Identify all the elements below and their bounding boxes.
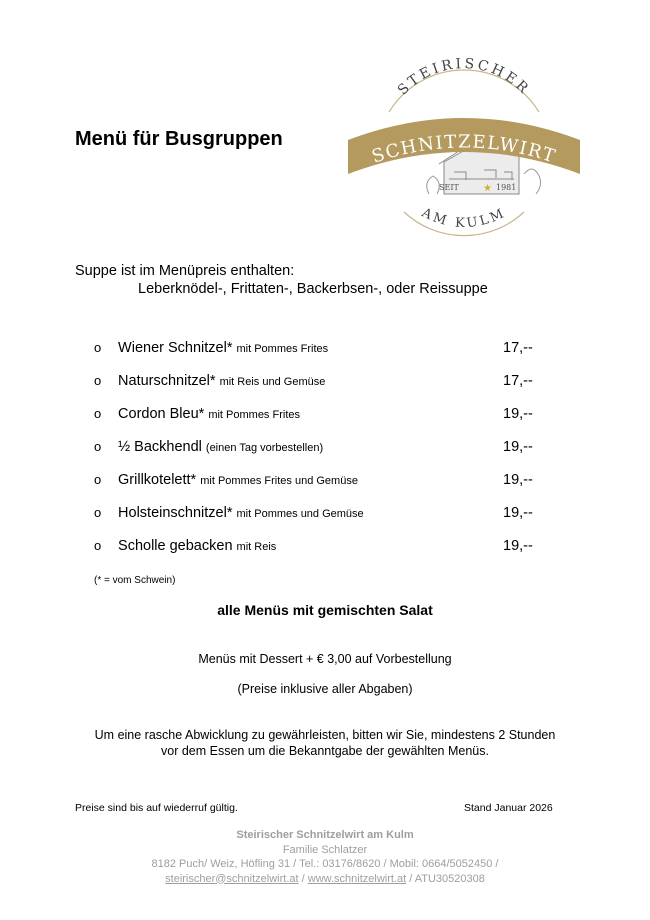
soup-options: Leberknödel-, Frittaten-, Backerbsen-, oder Reissuppe <box>138 281 488 297</box>
bullet-icon: o <box>94 340 102 355</box>
bullet-icon: o <box>94 538 102 553</box>
menu-item-desc: mit Pommes Frites <box>208 409 300 421</box>
bullet-icon: o <box>94 406 102 421</box>
website-link[interactable]: www.schnitzelwirt.at <box>307 872 407 885</box>
logo-since-text: SEIT <box>439 183 459 192</box>
logo-bottom-text: AM KULM <box>419 205 509 232</box>
menu-item-desc: mit Pommes Frites <box>236 343 329 355</box>
logo-year-text: 1981 <box>496 183 517 192</box>
star-icon: ★ <box>483 183 492 194</box>
logo-banner-text: SCHNITZELWIRT <box>369 131 559 168</box>
menu-item-price: 19,-- <box>503 538 533 554</box>
bullet-icon: o <box>94 439 102 454</box>
footer-separator: / <box>406 872 415 885</box>
menu-item-name: Cordon Bleu* <box>118 406 205 422</box>
stand-date: Stand Januar 2026 <box>464 802 553 814</box>
notice-line-1: Um eine rasche Abwicklung zu gewährleisten, bitten wir Sie, mindestens 2 Stunden <box>94 728 556 742</box>
bullet-icon: o <box>94 472 102 487</box>
menu-item-name: Grillkotelett* <box>118 472 197 488</box>
menu-item <box>94 505 364 521</box>
menu-item-name: Wiener Schnitzel* <box>118 340 233 356</box>
footnote: (* = vom Schwein) <box>94 575 176 586</box>
menu-item-price: 17,-- <box>503 373 533 389</box>
footer-contact <box>0 872 650 887</box>
menu-item <box>94 439 323 455</box>
menu-item <box>94 373 325 389</box>
menu-item-name: Holsteinschnitzel* <box>118 505 233 521</box>
footer-separator: / <box>298 872 308 885</box>
soup-intro: Suppe ist im Menüpreis enthalten: <box>75 263 295 279</box>
menu-item-name: Scholle gebacken <box>118 538 233 554</box>
menu-item <box>94 538 276 554</box>
menu-item-name: Naturschnitzel* <box>118 373 216 389</box>
restaurant-logo <box>344 44 584 244</box>
dessert-note: Menüs mit Dessert + € 3,00 auf Vorbestellung <box>198 652 452 666</box>
footer-address: 8182 Puch/ Weiz, Höfling 31 / Tel.: 03176/8620 / Mobil: 0664/5052450 / <box>151 858 499 870</box>
menu-item <box>94 340 328 356</box>
menu-item-price: 19,-- <box>503 472 533 488</box>
salad-note: alle Menüs mit gemischten Salat <box>217 602 433 618</box>
email-link[interactable]: steirischer@schnitzelwirt.at <box>165 872 299 885</box>
footer-family: Familie Schlatzer <box>282 843 368 856</box>
menu-item-desc: (einen Tag vorbestellen) <box>205 442 324 454</box>
menu-item-name: ½ Backhendl <box>118 439 202 455</box>
menu-item <box>94 472 358 488</box>
footer-name: Steirischer Schnitzelwirt am Kulm <box>236 829 414 841</box>
menu-item-price: 19,-- <box>503 505 533 521</box>
menu-item-desc: mit Reis <box>236 541 277 553</box>
bullet-icon: o <box>94 505 102 520</box>
page-title: Menü für Busgruppen <box>75 128 283 150</box>
menu-item-desc: mit Pommes Frites und Gemüse <box>200 475 358 487</box>
logo-top-text: STEIRISCHER <box>394 55 534 99</box>
menu-item <box>94 406 300 422</box>
menu-item-desc: mit Pommes und Gemüse <box>236 508 364 520</box>
menu-item-price: 19,-- <box>503 439 533 455</box>
notice <box>0 727 650 759</box>
menu-item-desc: mit Reis und Gemüse <box>219 376 326 388</box>
validity-note: Preise sind bis auf wiederruf gültig. <box>75 802 238 814</box>
menu-item-price: 17,-- <box>503 340 533 356</box>
bullet-icon: o <box>94 373 102 388</box>
menu-item-price: 19,-- <box>503 406 533 422</box>
prices-note: (Preise inklusive aller Abgaben) <box>237 682 413 696</box>
footer <box>0 828 650 886</box>
notice-line-2: vor dem Essen um die Bekanntgabe der gewählten Menüs. <box>161 744 489 758</box>
vat-number: ATU30520308 <box>414 872 485 885</box>
